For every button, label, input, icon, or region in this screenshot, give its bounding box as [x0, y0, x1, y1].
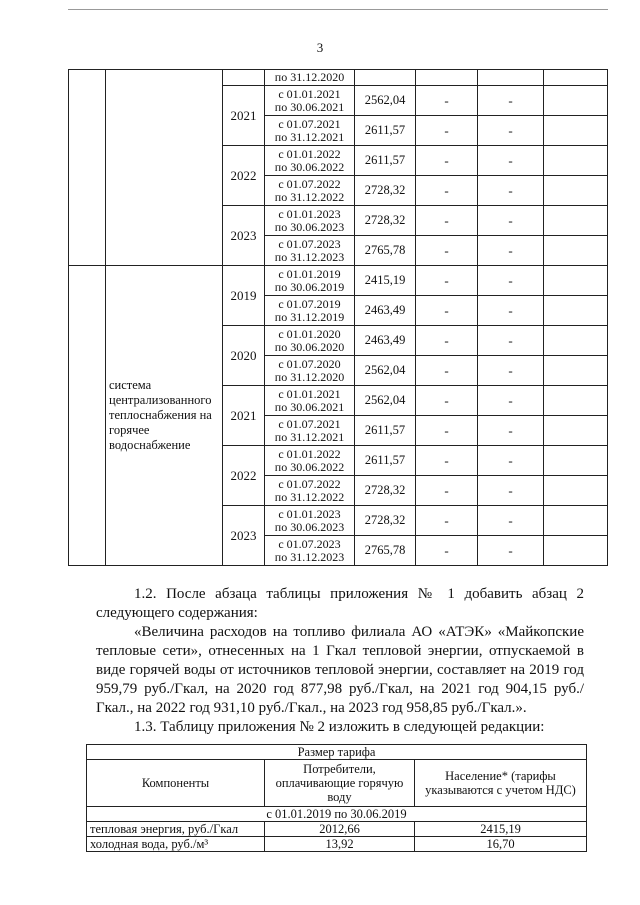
dash-cell: -	[416, 446, 478, 476]
blank-cell	[544, 176, 608, 206]
dash-cell: -	[478, 536, 544, 566]
period-row: с 01.01.2019 по 30.06.2019	[87, 807, 587, 822]
period-cell: с 01.01.2020 по 30.06.2020	[265, 326, 355, 356]
period-cell: с 01.01.2023 по 30.06.2023	[265, 506, 355, 536]
price-cell: 2765,78	[355, 536, 416, 566]
period-cell: с 01.01.2022 по 30.06.2022	[265, 446, 355, 476]
tariff-table	[68, 69, 608, 566]
dash-cell: -	[478, 236, 544, 266]
blank-cell	[544, 236, 608, 266]
period-cell: с 01.07.2020 по 31.12.2020	[265, 356, 355, 386]
blank-cell	[69, 70, 106, 266]
price-cell: 2611,57	[355, 416, 416, 446]
dash-cell: -	[416, 356, 478, 386]
price-cell: 2728,32	[355, 476, 416, 506]
price-cell: 2562,04	[355, 86, 416, 116]
blank-cell	[544, 266, 608, 296]
dash-cell: -	[478, 296, 544, 326]
dash-cell: -	[416, 326, 478, 356]
price-cell: 2611,57	[355, 116, 416, 146]
period-cell: с 01.01.2021 по 30.06.2021	[265, 86, 355, 116]
dash-cell: -	[478, 446, 544, 476]
dash-cell: -	[416, 86, 478, 116]
header-consumers: Потребители, оплачивающие горячую воду	[265, 760, 415, 807]
dash-cell: -	[478, 506, 544, 536]
dash-cell: -	[478, 176, 544, 206]
price-cell: 2611,57	[355, 446, 416, 476]
period-cell: с 01.07.2021 по 31.12.2021	[265, 116, 355, 146]
price-cell: 2611,57	[355, 146, 416, 176]
year-cell: 2023	[223, 206, 265, 266]
table-title: Размер тарифа	[87, 745, 587, 760]
consumers-value: 13,92	[265, 837, 415, 852]
period-cell: с 01.07.2022 по 31.12.2022	[265, 476, 355, 506]
period-cell: с 01.01.2022 по 30.06.2022	[265, 146, 355, 176]
year-cell: 2021	[223, 386, 265, 446]
dash-cell: -	[416, 266, 478, 296]
system-label: система централизованного теплоснабжения на горячее водоснабжение	[106, 266, 223, 566]
period-cell: с 01.07.2019 по 31.12.2019	[265, 296, 355, 326]
header-population: Население* (тарифы указываются с учетом НДС)	[415, 760, 587, 807]
dash-cell: -	[478, 326, 544, 356]
blank-cell	[544, 416, 608, 446]
year-cell: 2019	[223, 266, 265, 326]
population-value: 16,70	[415, 837, 587, 852]
price-cell: 2463,49	[355, 296, 416, 326]
period-cell: с 01.07.2021 по 31.12.2021	[265, 416, 355, 446]
price-cell: 2562,04	[355, 356, 416, 386]
blank-cell	[544, 506, 608, 536]
table-row	[87, 822, 587, 837]
blank-cell	[544, 356, 608, 386]
price-cell: 2415,19	[355, 266, 416, 296]
blank-cell	[544, 476, 608, 506]
price-cell: 2562,04	[355, 386, 416, 416]
year-cell: 2020	[223, 326, 265, 386]
blank-cell	[544, 386, 608, 416]
period-cell: с 01.07.2022 по 31.12.2022	[265, 176, 355, 206]
year-cell: 2022	[223, 446, 265, 506]
dash-cell: -	[478, 146, 544, 176]
dash-cell: -	[478, 206, 544, 236]
table-row	[87, 837, 587, 852]
price-cell: 2765,78	[355, 236, 416, 266]
blank-cell	[544, 206, 608, 236]
dash-cell: -	[416, 146, 478, 176]
blank-cell	[106, 70, 223, 266]
dash-cell: -	[416, 416, 478, 446]
blank-cell	[544, 116, 608, 146]
dash-cell: -	[478, 386, 544, 416]
blank-cell	[223, 70, 265, 86]
dash-cell: -	[478, 416, 544, 446]
dash-cell: -	[478, 476, 544, 506]
top-rule	[68, 9, 608, 10]
page-number: 3	[316, 40, 324, 55]
dash-cell: -	[416, 206, 478, 236]
dash-cell: -	[478, 86, 544, 116]
dash-cell: -	[478, 356, 544, 386]
paragraph-1-2: 1.2. После абзаца таблицы приложения № 1 добавить абзац 2 следующего содержания:	[96, 586, 584, 621]
population-value: 2415,19	[415, 822, 587, 837]
dash-cell: -	[416, 506, 478, 536]
period-cell: с 01.01.2023 по 30.06.2023	[265, 206, 355, 236]
blank-cell	[69, 266, 106, 566]
dash-cell: -	[416, 476, 478, 506]
dash-cell: -	[416, 176, 478, 206]
dash-cell: -	[416, 296, 478, 326]
table-row	[69, 266, 608, 296]
blank-cell	[544, 146, 608, 176]
paragraph-1-3: 1.3. Таблицу приложения № 2 изложить в следующей редакции:	[134, 719, 545, 735]
component-name: тепловая энергия, руб./Гкал	[87, 822, 265, 837]
period-cell: по 31.12.2020	[265, 70, 355, 86]
period-cell: с 01.01.2019 по 30.06.2019	[265, 266, 355, 296]
blank-cell	[544, 536, 608, 566]
price-cell: 2728,32	[355, 176, 416, 206]
period-cell: с 01.07.2023 по 31.12.2023	[265, 536, 355, 566]
consumers-value: 2012,66	[265, 822, 415, 837]
dash-cell: -	[478, 266, 544, 296]
dash-cell: -	[478, 116, 544, 146]
year-cell: 2023	[223, 506, 265, 566]
dash-cell: -	[416, 236, 478, 266]
price-cell: 2728,32	[355, 506, 416, 536]
paragraph-fuel-costs: «Величина расходов на топливо филиала АО «АТЭК» «Майкопские тепловые сети», отнесенных на 1 Гкал тепловой энергии, отпускаемой в виде горячей воды от источников тепловой энергии, составляет на 2019 год 959,79 руб./Гкал, на 2020 год 877,98 руб./Гкал, на 2021 год 904,15 руб./Гкал., на 2022 год 931,10 руб./Гкал., на 2023 год 958,85 руб./Гкал.».	[96, 624, 584, 716]
year-cell: 2022	[223, 146, 265, 206]
header-components: Компоненты	[87, 760, 265, 807]
blank-cell	[544, 86, 608, 116]
period-cell: с 01.01.2021 по 30.06.2021	[265, 386, 355, 416]
blank-cell	[544, 446, 608, 476]
blank-cell	[544, 326, 608, 356]
price-cell: 2463,49	[355, 326, 416, 356]
dash-cell: -	[416, 536, 478, 566]
component-table	[86, 744, 587, 852]
period-cell: с 01.07.2023 по 31.12.2023	[265, 236, 355, 266]
blank-cell	[544, 296, 608, 326]
price-cell: 2728,32	[355, 206, 416, 236]
dash-cell: -	[416, 386, 478, 416]
year-cell: 2021	[223, 86, 265, 146]
component-name: холодная вода, руб./м³	[87, 837, 265, 852]
dash-cell: -	[416, 116, 478, 146]
